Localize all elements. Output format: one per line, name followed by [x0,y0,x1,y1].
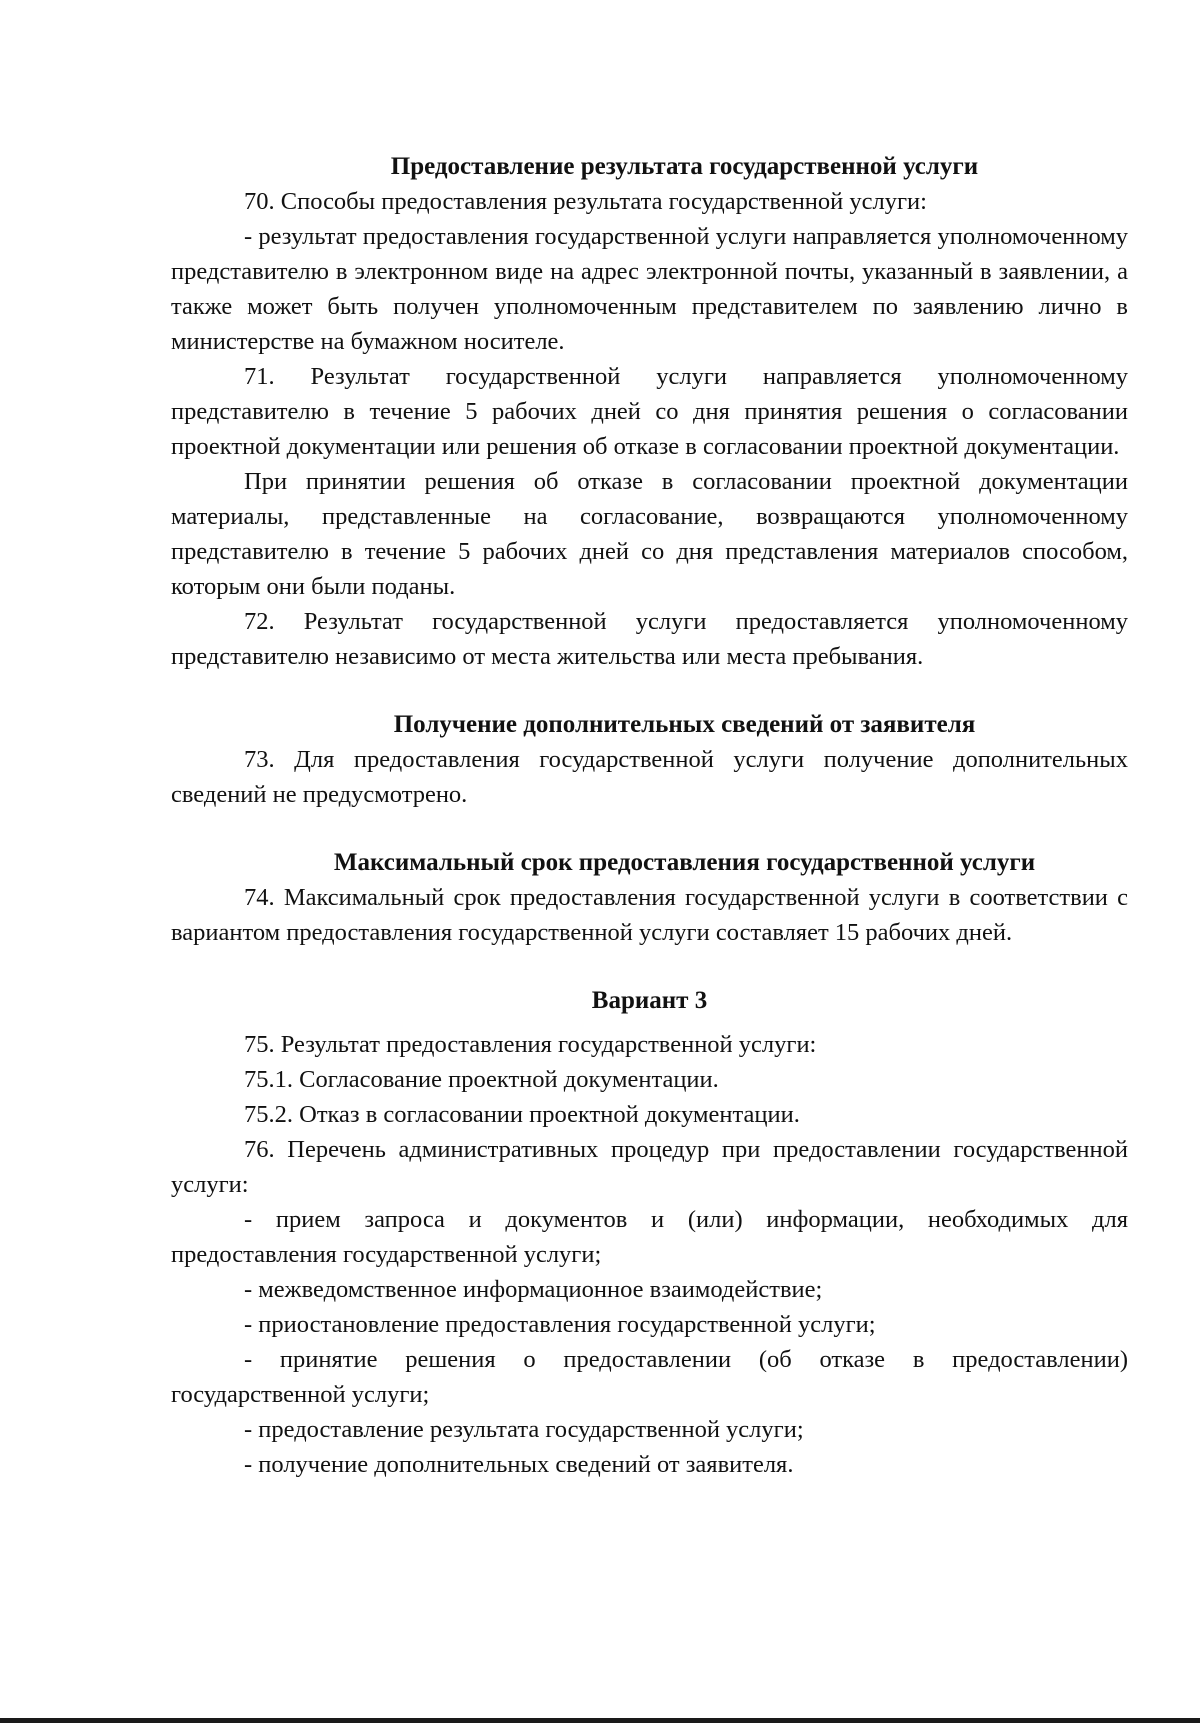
paragraph-70-item: - результат предоставления государственной услуги направляется уполномоченному представителю в электронном виде на адрес электронной почты, указанный в заявлении, а также может быть получен уполномоченным представителем по заявлению лично в министерстве на бумажном носителе. [171,223,1128,355]
paragraph-72: 72. Результат государственной услуги предоставляется уполномоченному представителю независимо от места жительства или места пребывания. [171,608,1128,670]
list-item-procedure: - межведомственное информационное взаимодействие; [244,1276,823,1303]
paragraph-71-refusal: При принятии решения об отказе в согласовании проектной документации материалы, представленные на согласование, возвращаются уполномоченному представителю в течение 5 рабочих дней со дня представления материалов способом, которым они были поданы. [171,468,1128,600]
paragraph-71: 71. Результат государственной услуги направляется уполномоченному представителю в течение 5 рабочих дней со дня принятия решения о согласовании проектной документации или решения об отказе в согласовании проектной документации. [171,363,1128,460]
section-heading-variant-3: Вариант 3 [591,987,708,1014]
spacer [171,1018,1128,1027]
paragraph-75: 75. Результат предоставления государственной услуги: [244,1031,817,1058]
paragraph-75-2: 75.2. Отказ в согласовании проектной документации. [244,1101,800,1128]
spacer [171,950,1128,984]
paragraph-76: 76. Перечень административных процедур при предоставлении государственной услуги: [171,1136,1128,1198]
paragraph-75-1: 75.1. Согласование проектной документации. [244,1066,719,1093]
list-item-procedure: - принятие решения о предоставлении (об отказе в предоставлении) государственной услуги; [171,1346,1128,1408]
section-heading-additional-info: Получение дополнительных сведений от заявителя [393,711,976,738]
spacer [171,674,1128,708]
list-item-procedure: - предоставление результата государственной услуги; [244,1416,804,1443]
document-page [171,150,1128,1482]
scan-edge-rule [0,1718,1200,1723]
list-item-procedure: - получение дополнительных сведений от заявителя. [244,1451,794,1478]
paragraph-73: 73. Для предоставления государственной услуги получение дополнительных сведений не предусмотрено. [171,746,1128,808]
paragraph-74: 74. Максимальный срок предоставления государственной услуги в соответствии с вариантом предоставления государственной услуги составляет 15 рабочих дней. [171,884,1128,946]
section-heading-result-delivery: Предоставление результата государственной услуги [390,153,979,180]
list-item-procedure: - приостановление предоставления государственной услуги; [244,1311,876,1338]
spacer [171,812,1128,846]
paragraph-70: 70. Способы предоставления результата государственной услуги: [244,188,927,215]
section-heading-max-term: Максимальный срок предоставления государственной услуги [333,849,1036,876]
list-item-procedure: - прием запроса и документов и (или) информации, необходимых для предоставления государственной услуги; [171,1206,1128,1268]
